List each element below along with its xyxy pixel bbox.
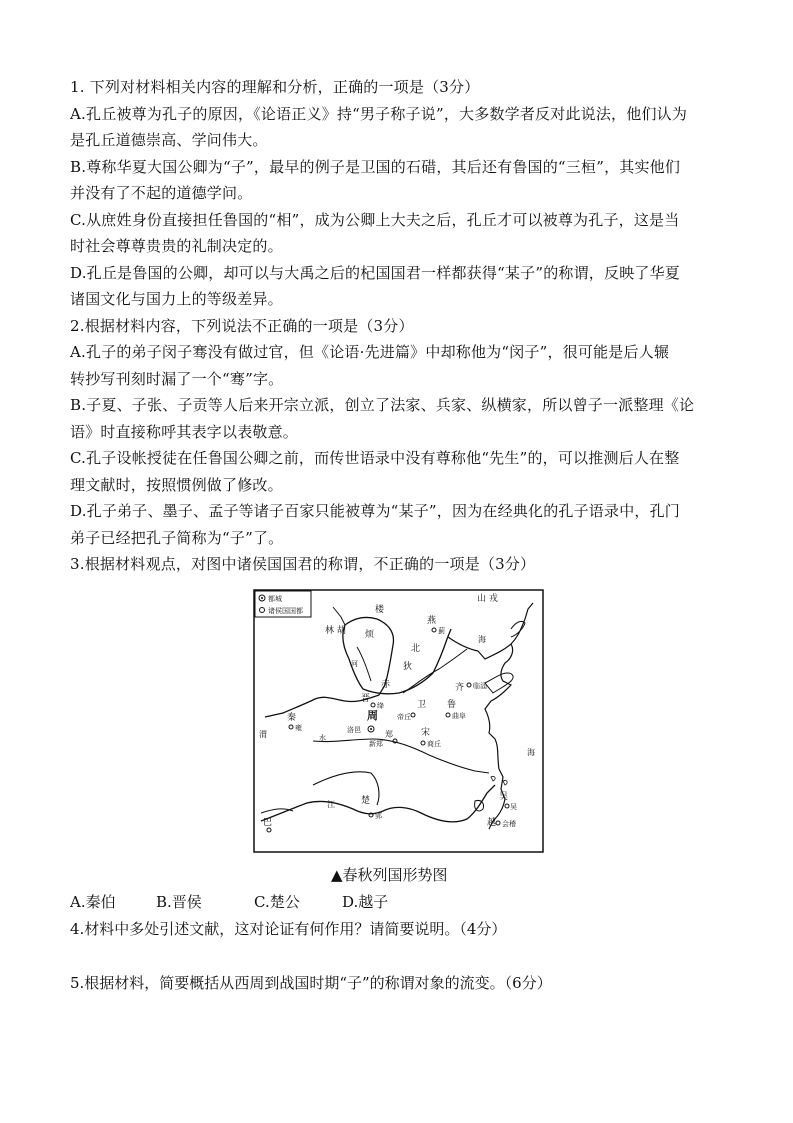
- q1-option-d-line2: 诸国文化与国力上的等级差异。: [70, 290, 283, 308]
- q2-option-d-line1: D.孔子弟子、墨子、孟子等诸子百家只能被尊为“某子”，因为在经典化的孔子语录中，孔门: [70, 502, 681, 520]
- q2-option-a-line1: A.孔子的弟子闵子骞没有做过官，但《论语·先进篇》中却称他为“闵子”，很可能是后人辗: [70, 343, 670, 361]
- label-wei-river: 渭: [259, 730, 267, 739]
- map-figure: [253, 589, 544, 853]
- label-ying: 郢: [375, 812, 382, 820]
- label-jin: 晋: [361, 694, 371, 704]
- label-zhou: 周: [367, 709, 378, 722]
- label-kuaiji: 会稽: [502, 820, 516, 828]
- label-xinzheng: 新郑: [369, 740, 383, 748]
- label-shangqiu: 商丘: [427, 740, 441, 748]
- q1-option-b-line2: 并没有了不起的道德学问。: [70, 184, 253, 202]
- q3-stem: 3.根据材料观点，对图中诸侯国国君的称谓，不正确的一项是（3分）: [70, 555, 536, 573]
- label-hai-north: 海: [478, 635, 486, 644]
- map-caption: ▲春秋列国形势图: [331, 866, 448, 884]
- label-yue: 越: [487, 818, 497, 828]
- legend-state-capital: 诸侯国国都: [268, 607, 303, 615]
- label-chu: 楚: [361, 796, 371, 806]
- label-qi: 齐: [455, 683, 465, 693]
- label-chi: 赤: [381, 680, 391, 690]
- label-bei: 北: [411, 644, 421, 654]
- label-lou: 楼: [375, 605, 385, 615]
- label-yong: 雍: [295, 724, 302, 732]
- label-shanrong: 山 戎: [477, 594, 498, 604]
- q1-stem: 1. 下列对材料相关内容的理解和分析，正确的一项是（3分）: [70, 78, 480, 96]
- label-yan: 燕: [427, 616, 437, 626]
- q2-option-d-line2: 弟子已经把孔子简称为“子”了。: [70, 528, 284, 547]
- q3-option-a: A.秦伯: [70, 893, 116, 911]
- label-qin: 秦: [287, 713, 297, 723]
- label-luoyi: 洛邑: [347, 726, 361, 734]
- q2-option-b-line2: 语》时直接称呼其表字以表敬意。: [70, 422, 299, 441]
- q2-option-b-line1: B.子夏、子张、子贡等人后来开宗立派，创立了法家、兵家、纵横家，所以曾子一派整理《论: [70, 396, 695, 414]
- q5-stem: 5.根据材料，简要概括从西周到战国时期“子”的称谓对象的流变。（6分）: [70, 974, 552, 992]
- q3-option-c: C.楚公: [254, 893, 300, 911]
- legend-capital: 都城: [268, 595, 282, 603]
- label-jiang-city: 绛: [377, 702, 384, 710]
- label-fan: 烦: [365, 630, 375, 640]
- q1-option-d-line1: D.孔丘是鲁国的公卿，却可以与大禹之后的杞国国君一样都获得“某子”的称谓，反映了华夏: [70, 263, 681, 282]
- label-he: 河: [351, 660, 358, 668]
- label-zheng: 郑: [385, 730, 393, 739]
- q1-option-c-line2: 时社会尊尊贵贵的礼制决定的。: [70, 237, 283, 255]
- q3-options: [70, 891, 388, 912]
- label-diqiu: 帝丘: [397, 713, 411, 721]
- label-di: 狄: [403, 662, 413, 672]
- label-ji: 蓟: [438, 627, 445, 635]
- map-legend: [255, 591, 311, 617]
- spring-autumn-map: [253, 589, 544, 853]
- q3-option-d: D.越子: [342, 893, 389, 911]
- label-wei-state: 卫: [417, 700, 427, 710]
- q1-option-c-line1: C.从庶姓身份直接担任鲁国的“相”，成为公卿上大夫之后，孔丘才可以被尊为孔子，这是当: [70, 210, 680, 229]
- label-qufu: 曲阜: [452, 712, 466, 720]
- q2-option-c-line2: 理文献时，按照惯例做了修改。: [70, 475, 283, 494]
- question-block-1-2: [70, 74, 725, 578]
- q4-stem: 4.材料中多处引述文献，这对论证有何作用？请简要说明。（4分）: [70, 920, 507, 938]
- q2-option-a-line2: 转抄写刊刻时漏了一个“骞”字。: [70, 369, 284, 388]
- label-jiang: 江: [327, 800, 335, 809]
- q1-option-a-line2: 是孔丘道德崇高、学问伟大。: [70, 131, 268, 149]
- q1-option-a-line1: A.孔丘被尊为孔子的原因，《论语正义》持“男子称子说”，大多数学者反对此说法，他们认为: [70, 104, 688, 123]
- label-wu: 吴: [499, 792, 509, 802]
- q2-stem: 2.根据材料内容，下列说法不正确的一项是（3分）: [70, 316, 414, 335]
- label-lu: 鲁: [447, 700, 457, 710]
- label-shui: 水: [319, 734, 326, 742]
- label-wu-capital: 吴: [510, 803, 517, 811]
- q3-option-b: B.晋侯: [156, 893, 202, 911]
- q2-option-c-line1: C.孔子设帐授徒在任鲁国公卿之前，而传世语录中没有尊称他“先生”的，可以推测后人在整: [70, 449, 680, 467]
- label-ba: 巴: [263, 818, 273, 828]
- label-linzi: 临淄: [473, 682, 487, 690]
- label-linhu: 林 胡: [325, 626, 346, 636]
- label-song: 宋: [421, 728, 431, 738]
- label-hai-east: 海: [527, 748, 535, 757]
- q1-option-b-line1: B.尊称华夏大国公卿为“子”，最早的例子是卫国的石碏，其后还有鲁国的“三桓”，其实他们: [70, 157, 681, 176]
